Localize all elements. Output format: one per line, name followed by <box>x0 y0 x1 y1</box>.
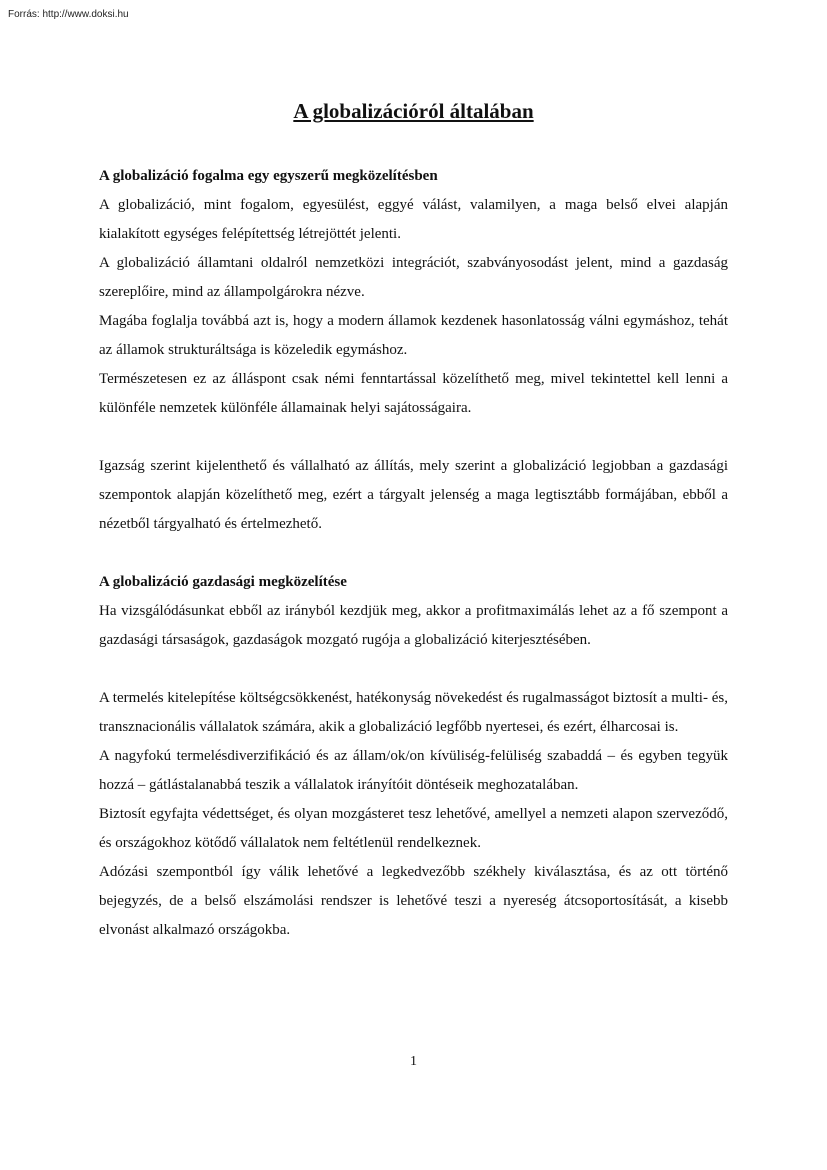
paragraph: Természetesen ez az álláspont csak némi fenntartással közelíthető meg, mivel tekintettel kell lenni a különféle nemzetek különféle államainak helyi sajátosságaira. <box>99 371 728 416</box>
paragraph: Ha vizsgálódásunkat ebből az irányból kezdjük meg, akkor a profitmaximálás lehet az a fő szempont a gazdasági társaságok, gazdaságok mozgató rugója a globalizáció kiterjesztésében. <box>99 603 728 648</box>
page-title: A globalizációról általában <box>293 99 534 123</box>
spacer <box>99 423 728 452</box>
paragraph: Adózási szempontból így válik lehetővé a legkedvezőbb székhely kiválasztása, és az ott történő bejegyzés, de a belső elszámolási rendszer is lehetővé teszi a nyereség átcsoportosítását, a kisebb elvonást alkalmazó országokba. <box>99 864 728 938</box>
paragraph: A globalizáció államtani oldalról nemzetközi integrációt, szabványosodást jelent, mind a gazdaság szereplőire, mind az állampolgárokra nézve. <box>99 255 728 300</box>
document-body <box>99 162 728 945</box>
section-heading: A globalizáció fogalma egy egyszerű megközelítésben <box>99 168 438 184</box>
paragraph: Magába foglalja továbbá azt is, hogy a modern államok kezdenek hasonlatosság válni egymáshoz, tehát az államok strukturáltsága is közeledik egymáshoz. <box>99 313 728 358</box>
paragraph: A termelés kitelepítése költségcsökkenést, hatékonyság növekedést és rugalmasságot biztosít a multi- és, transznacionális vállalatok számára, akik a globalizáció legfőbb nyertesei, és ezért, élharcosai is. <box>99 690 728 735</box>
paragraph: Biztosít egyfajta védettséget, és olyan mozgásteret tesz lehetővé, amellyel a nemzeti alapon szerveződő, és országokhoz kötődő vállalatok nem feltétlenül rendelkeznek. <box>99 806 728 851</box>
source-url: Forrás: http://www.doksi.hu <box>8 9 129 20</box>
spacer <box>99 539 728 568</box>
paragraph: A globalizáció, mint fogalom, egyesülést, eggyé válást, valamilyen, a maga belső elvei alapján kialakított egységes felépítettség létrejöttét jelenti. <box>99 197 728 242</box>
section-heading: A globalizáció gazdasági megközelítése <box>99 574 347 590</box>
page-number: 1 <box>410 1054 417 1069</box>
spacer <box>99 655 728 684</box>
paragraph: A nagyfokú termelésdiverzifikáció és az állam/ok/on kívüliség-felüliség szabaddá – és egyben tegyük hozzá – gátlástalanabbá teszik a vállalatok irányítóit döntéseik meghozatalában. <box>99 748 728 793</box>
paragraph: Igazság szerint kijelenthető és vállalható az állítás, mely szerint a globalizáció legjobban a gazdasági szempontok alapján közelíthető meg, ezért a tárgyalt jelenség a maga legtisztább formájában, ebből a nézetből tárgyalható és értelmezhető. <box>99 458 728 532</box>
